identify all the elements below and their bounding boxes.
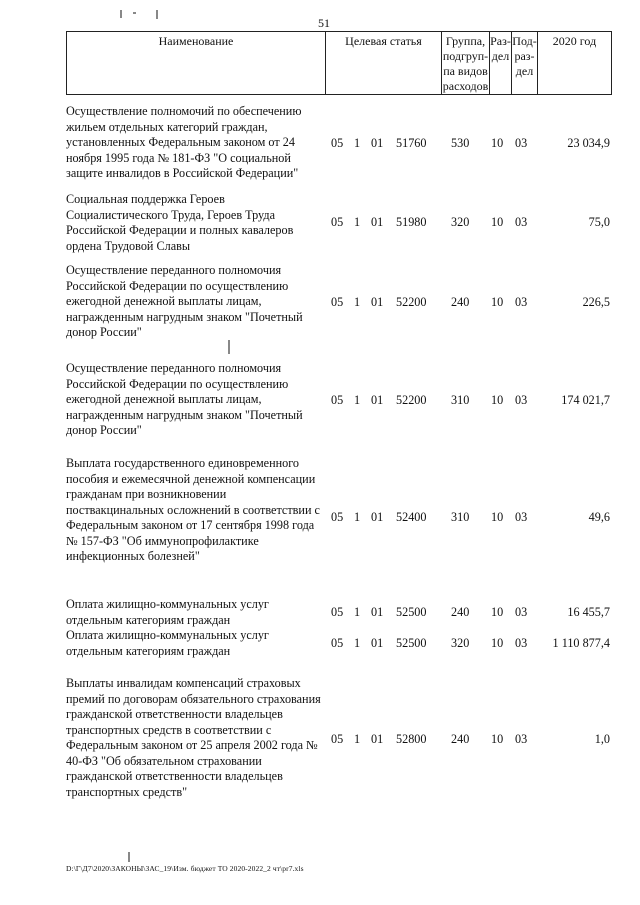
subsection-code: 03 xyxy=(515,732,528,746)
group-code: 320 xyxy=(451,636,470,650)
table-row xyxy=(66,192,612,254)
target-code-2: 1 xyxy=(354,510,361,524)
target-code-1: 05 xyxy=(331,215,344,229)
amount-2020: 174 021,7 xyxy=(561,393,610,407)
group-code: 240 xyxy=(451,732,470,746)
target-code-3: 01 xyxy=(371,510,384,524)
scan-mark xyxy=(128,852,130,862)
subsection-code: 03 xyxy=(515,136,528,150)
table-header xyxy=(66,31,612,95)
subsection-code: 03 xyxy=(515,215,528,229)
target-code-3: 01 xyxy=(371,215,384,229)
section-code: 10 xyxy=(491,295,504,309)
section-code: 10 xyxy=(491,605,504,619)
header-subsection: Под-раз-дел xyxy=(511,32,537,94)
row-name: Выплаты инвалидам компенсаций страховых премий по договорам обязательного страхования гражданской ответственности владельцев транспортных средств в соответствии с Федеральным законом от 25 апреля 2002 года № 40-ФЗ "Об обязательном страховании гражданской ответственности владельцев транспортных средств" xyxy=(66,676,321,799)
target-code-4: 51760 xyxy=(396,136,427,150)
target-code-1: 05 xyxy=(331,636,344,650)
table-row xyxy=(66,597,612,629)
amount-2020: 1 110 877,4 xyxy=(552,636,610,650)
target-code-4: 52400 xyxy=(396,510,427,524)
group-code: 310 xyxy=(451,510,470,524)
target-code-4: 52200 xyxy=(396,295,427,309)
amount-2020: 23 034,9 xyxy=(567,136,610,150)
target-code-3: 01 xyxy=(371,605,384,619)
target-code-2: 1 xyxy=(354,136,361,150)
target-code-3: 01 xyxy=(371,295,384,309)
header-target: Целевая статья xyxy=(325,32,441,94)
page-number: 51 xyxy=(318,16,330,30)
subsection-code: 03 xyxy=(515,295,528,309)
amount-2020: 16 455,7 xyxy=(567,605,610,619)
section-code: 10 xyxy=(491,393,504,407)
section-code: 10 xyxy=(491,510,504,524)
row-name: Осуществление переданного полномочия Российской Федерации по осуществлению ежегодной денежной выплаты лицам, награжденным нагрудным знаком "Почетный донор России" xyxy=(66,361,303,437)
row-name: Осуществление полномочий по обеспечению жильем отдельных категорий граждан, установленных Федеральным законом от 24 ноября 1995 года № 181-ФЗ "О социальной защите инвалидов в Российской Федерации" xyxy=(66,104,302,180)
scan-mark xyxy=(120,10,122,18)
target-code-4: 51980 xyxy=(396,215,427,229)
table-row xyxy=(66,104,612,184)
table-row xyxy=(66,676,612,804)
row-name: Выплата государственного единовременного пособия и ежемесячной денежной компенсации гражданам при возникновении поствакцинальных осложнений в соответствии с Федеральным законом от 17 сентября 1998 года № 157-ФЗ "Об иммунопрофилактике инфекционных болезней" xyxy=(66,456,320,563)
target-code-3: 01 xyxy=(371,393,384,407)
target-code-2: 1 xyxy=(354,636,361,650)
table-row xyxy=(66,456,612,580)
row-name: Оплата жилищно-коммунальных услуг отдельным категориям граждан xyxy=(66,628,269,658)
target-code-4: 52200 xyxy=(396,393,427,407)
header-name: Наименование xyxy=(158,34,234,48)
scan-mark xyxy=(156,10,158,19)
target-code-2: 1 xyxy=(354,295,361,309)
subsection-code: 03 xyxy=(515,393,528,407)
file-path-footer: D:\Г\Д7\2020\ЗАКОНЫ\ЗАС_19\Изм. бюджет ТО 2020-2022_2 чт\pr7.xls xyxy=(66,864,304,873)
target-code-4: 52500 xyxy=(396,605,427,619)
subsection-code: 03 xyxy=(515,636,528,650)
target-code-1: 05 xyxy=(331,393,344,407)
group-code: 530 xyxy=(451,136,470,150)
amount-2020: 75,0 xyxy=(588,215,610,229)
target-code-2: 1 xyxy=(354,215,361,229)
target-code-2: 1 xyxy=(354,605,361,619)
scan-mark xyxy=(133,12,136,14)
header-section: Раз-дел xyxy=(489,32,511,94)
target-code-4: 52800 xyxy=(396,732,427,746)
row-name: Социальная поддержка Героев Социалистического Труда, Героев Труда Российской Федерации и полных кавалеров ордена Трудовой Славы xyxy=(66,192,294,253)
amount-2020: 1,0 xyxy=(594,732,610,746)
target-code-3: 01 xyxy=(371,136,384,150)
section-code: 10 xyxy=(491,136,504,150)
group-code: 240 xyxy=(451,295,470,309)
target-code-1: 05 xyxy=(331,510,344,524)
amount-2020: 226,5 xyxy=(582,295,610,309)
table-row xyxy=(66,263,612,343)
subsection-code: 03 xyxy=(515,605,528,619)
header-group: Группа, подгруп-па видов расходов xyxy=(442,34,489,93)
target-code-4: 52500 xyxy=(396,636,427,650)
target-code-1: 05 xyxy=(331,605,344,619)
target-code-1: 05 xyxy=(331,136,344,150)
target-code-3: 01 xyxy=(371,732,384,746)
target-code-1: 05 xyxy=(331,732,344,746)
row-name: Осуществление переданного полномочия Российской Федерации по осуществлению ежегодной денежной выплаты лицам, награжденным нагрудным знаком "Почетный донор России" xyxy=(66,263,303,339)
section-code: 10 xyxy=(491,215,504,229)
subsection-code: 03 xyxy=(515,510,528,524)
target-code-2: 1 xyxy=(354,393,361,407)
table-row xyxy=(66,628,612,660)
target-code-2: 1 xyxy=(354,732,361,746)
row-name: Оплата жилищно-коммунальных услуг отдельным категориям граждан xyxy=(66,597,269,627)
section-code: 10 xyxy=(491,732,504,746)
group-code: 320 xyxy=(451,215,470,229)
section-code: 10 xyxy=(491,636,504,650)
scan-mark xyxy=(228,340,230,354)
group-code: 310 xyxy=(451,393,470,407)
header-year: 2020 год xyxy=(537,32,611,94)
table-row xyxy=(66,361,612,441)
target-code-1: 05 xyxy=(331,295,344,309)
group-code: 240 xyxy=(451,605,470,619)
target-code-3: 01 xyxy=(371,636,384,650)
amount-2020: 49,6 xyxy=(588,510,610,524)
